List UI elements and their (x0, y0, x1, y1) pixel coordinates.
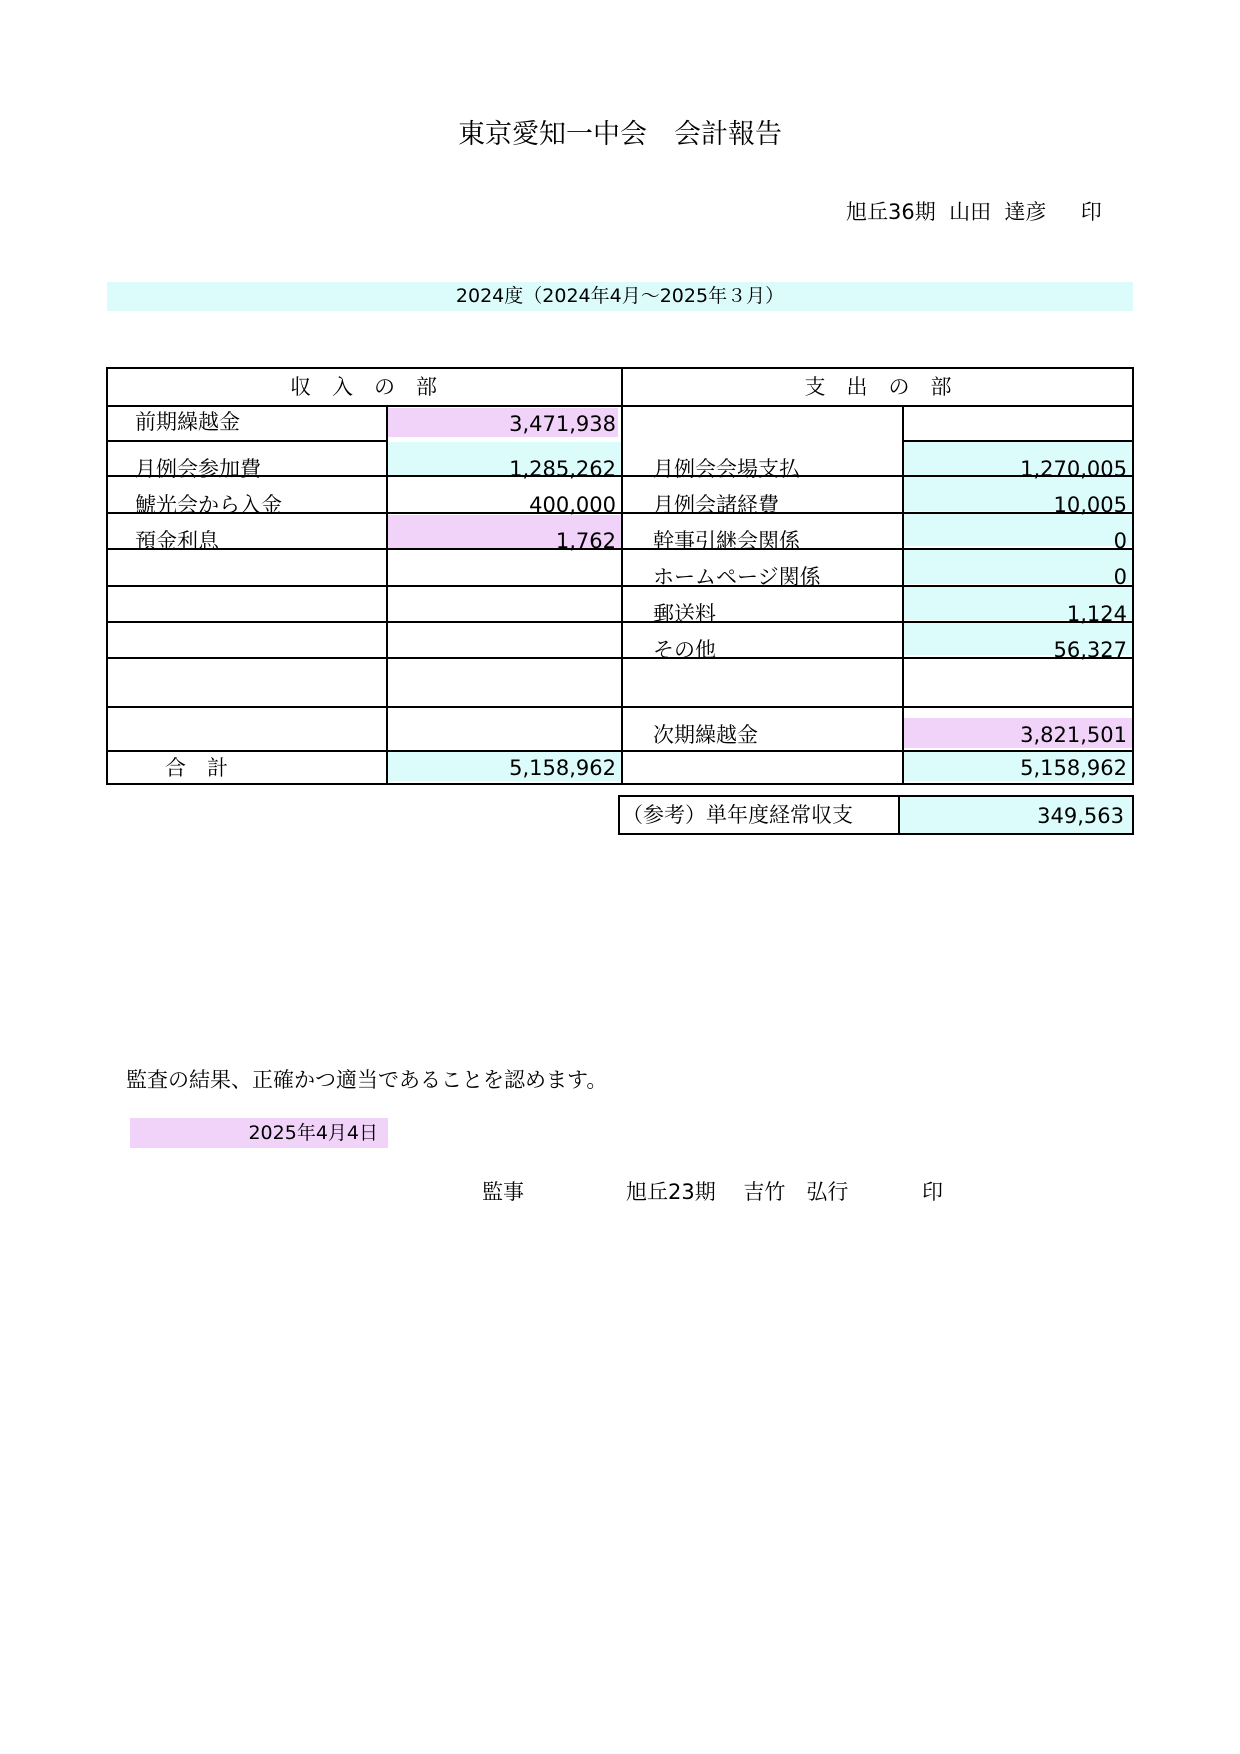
expense-label: 月例会諸経費 (653, 493, 779, 517)
auditor-role: 監事 (482, 1180, 524, 1204)
author-signature: 旭丘36期 山田 達彦 印 (846, 200, 1102, 224)
income-label: 預金利息 (135, 529, 219, 553)
next-carryover-label: 次期繰越金 (653, 723, 758, 747)
expense-header: 支 出 の 部 (804, 375, 952, 399)
account-table (106, 367, 1134, 783)
table-border (618, 833, 1134, 835)
reference-box (618, 795, 1134, 833)
expense-total-value: 5,158,962 (1020, 756, 1127, 780)
expense-label: 郵送料 (653, 602, 716, 626)
table-border (106, 783, 1134, 785)
table-rule (106, 440, 388, 442)
income-total-value: 5,158,962 (509, 756, 616, 780)
table-border (1132, 367, 1134, 783)
fiscal-period-banner: 2024度（2024年4月～2025年３月） (107, 282, 1133, 311)
expense-label: その他 (653, 638, 716, 662)
table-border (618, 795, 1134, 797)
audit-date: 2025年4月4日 (130, 1118, 388, 1148)
expense-label: 幹事引継会関係 (653, 529, 800, 553)
expense-value: 10,005 (1053, 493, 1127, 517)
expense-value: 56,327 (1053, 638, 1127, 662)
table-rule (106, 706, 1134, 708)
table-rule (106, 750, 1134, 752)
audit-statement: 監査の結果、正確かつ適当であることを認めます。 (126, 1068, 608, 1092)
expense-value: 0 (1113, 529, 1127, 553)
expense-value: 1,270,005 (1020, 457, 1127, 481)
table-border (106, 367, 1134, 369)
income-label: 前期繰越金 (135, 410, 240, 434)
income-value: 400,000 (529, 493, 616, 517)
table-border (1132, 795, 1134, 835)
income-total-label: 合 計 (165, 756, 228, 780)
income-label: 鯱光会から入金 (135, 493, 282, 517)
auditor-name: 旭丘23期 吉竹 弘行 (626, 1180, 849, 1204)
reference-label: （参考）単年度経常収支 (622, 803, 853, 827)
table-rule (621, 367, 623, 783)
expense-label: ホームページ関係 (653, 565, 821, 589)
next-carryover-value: 3,821,501 (1020, 723, 1127, 747)
auditor-seal: 印 (922, 1180, 943, 1204)
income-value: 1,762 (555, 529, 616, 553)
table-border (106, 367, 108, 783)
income-value: 3,471,938 (509, 412, 616, 436)
expense-label: 月例会会場支払 (653, 457, 800, 481)
expense-value: 0 (1113, 565, 1127, 589)
document-title: 東京愛知一中会 会計報告 (458, 119, 782, 150)
income-label: 月例会参加費 (135, 457, 261, 481)
expense-value: 1,124 (1066, 602, 1127, 626)
income-header: 収 入 の 部 (290, 375, 437, 399)
income-value: 1,285,262 (509, 457, 616, 481)
table-border (618, 795, 620, 835)
table-rule (106, 405, 1134, 407)
table-rule (902, 440, 1134, 442)
reference-value: 349,563 (1037, 804, 1124, 828)
